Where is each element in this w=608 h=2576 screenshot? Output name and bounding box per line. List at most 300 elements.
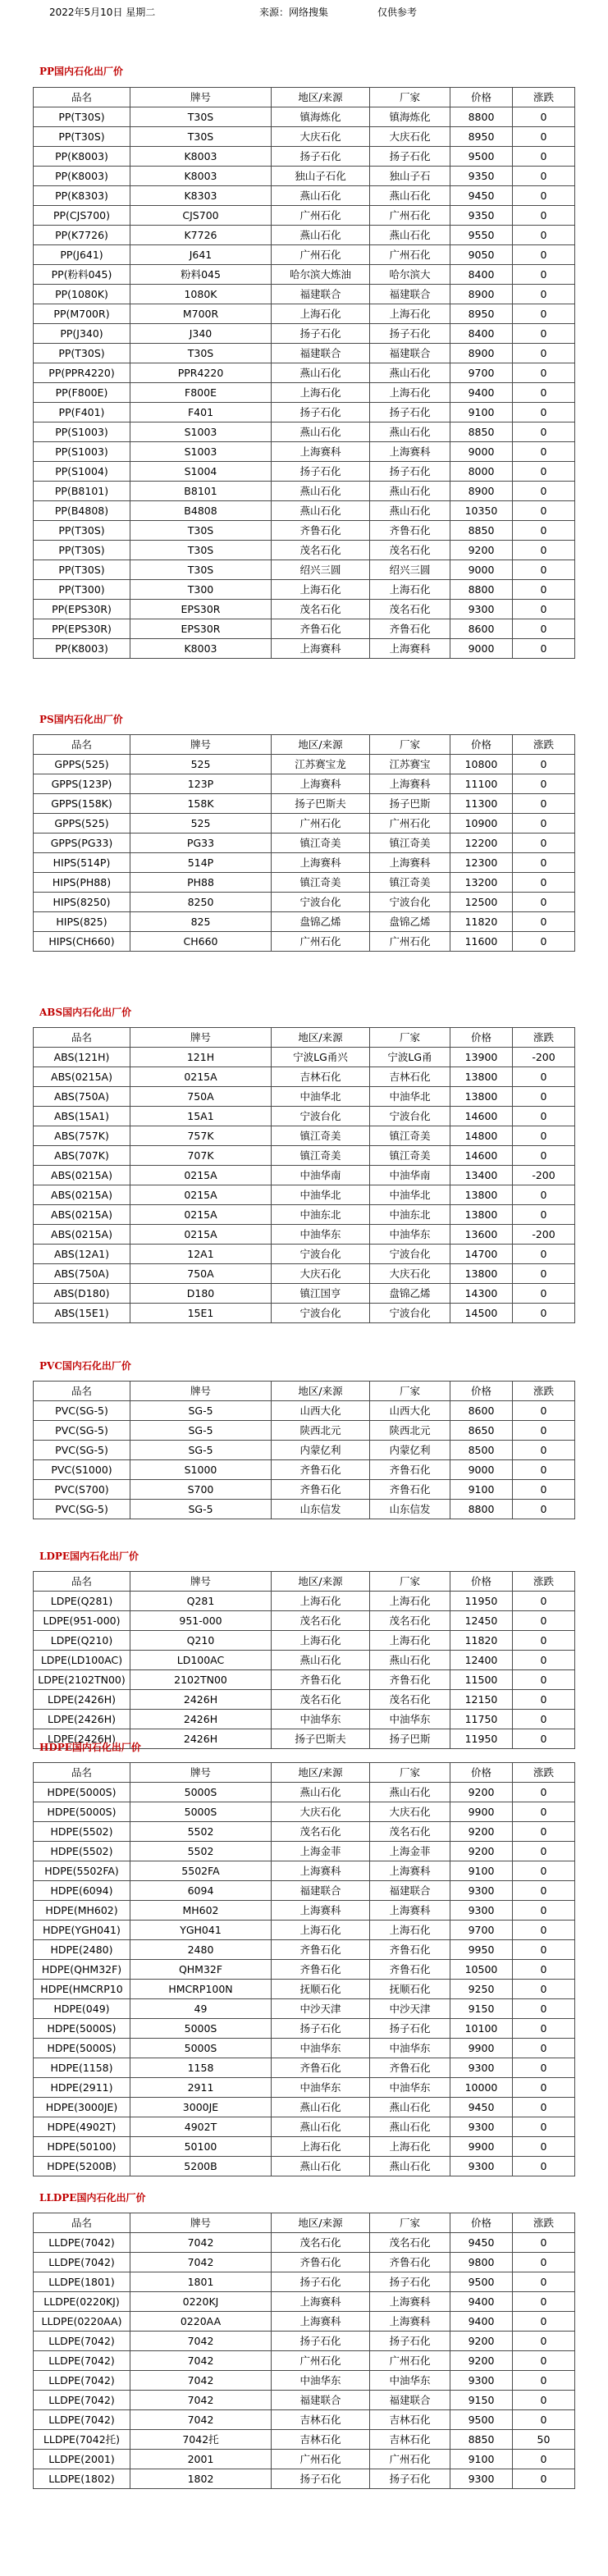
table-row — [34, 1611, 575, 1631]
table-cell: 上海石化 — [370, 1921, 450, 1940]
table-cell: 宁波台化 — [272, 1107, 370, 1126]
table-cell: 齐鲁石化 — [272, 1480, 370, 1500]
table-row — [34, 324, 575, 344]
table-cell: PVC(S700) — [34, 1480, 130, 1500]
table-cell: HMCRP100N — [130, 1980, 272, 1999]
table-cell: 中油华东 — [370, 2371, 450, 2391]
table-cell: 0 — [513, 1185, 575, 1205]
table-cell: 宁波台化 — [272, 1304, 370, 1323]
table-cell: 0 — [513, 834, 575, 853]
table-cell: 上海赛科 — [272, 774, 370, 794]
table-cell: 中油华东 — [272, 1225, 370, 1245]
table-cell: 0 — [513, 285, 575, 304]
table-cell: 9700 — [450, 1921, 513, 1940]
table-cell: HDPE(HMCRP10 — [34, 1980, 130, 1999]
table-cell: 宁波台化 — [370, 1107, 450, 1126]
table-cell: 0215A — [130, 1166, 272, 1185]
table-cell: 中油华东 — [272, 2039, 370, 2058]
table-cell: 13600 — [450, 1225, 513, 1245]
table-cell: LLDPE(7042) — [34, 2253, 130, 2272]
table-cell: 燕山石化 — [370, 2117, 450, 2137]
table-cell: 9300 — [450, 2371, 513, 2391]
table-cell: 7042托 — [130, 2430, 272, 2450]
table-cell: 0 — [513, 2410, 575, 2430]
table-cell: 上海赛科 — [370, 2292, 450, 2312]
table-cell: 7042 — [130, 2371, 272, 2391]
table-cell: ABS(15A1) — [34, 1107, 130, 1126]
table-row — [34, 932, 575, 952]
column-header: 厂家 — [370, 1382, 450, 1401]
table-cell: 0 — [513, 265, 575, 285]
table-cell: 5000S — [130, 2039, 272, 2058]
table-cell: PP(T30S) — [34, 107, 130, 127]
table-cell: 齐鲁石化 — [370, 1940, 450, 1960]
table-cell: 1801 — [130, 2272, 272, 2292]
table-cell: 12150 — [450, 1690, 513, 1710]
table-cell: T30S — [130, 541, 272, 560]
table-cell: 扬子石化 — [272, 2332, 370, 2351]
table-cell: 上海赛科 — [272, 639, 370, 659]
table-cell: 上海石化 — [370, 1631, 450, 1651]
table-cell: 9700 — [450, 363, 513, 383]
table-cell: ABS(750A) — [34, 1087, 130, 1107]
table-cell: 上海赛科 — [370, 1901, 450, 1921]
table-cell: SG-5 — [130, 1401, 272, 1421]
table-row — [34, 1631, 575, 1651]
table-cell: PH88 — [130, 873, 272, 893]
table-cell: 0 — [513, 1205, 575, 1225]
column-header: 牌号 — [130, 88, 272, 107]
table-cell: 齐鲁石化 — [272, 1960, 370, 1980]
table-header-row — [34, 2213, 575, 2233]
table-cell: 上海石化 — [370, 304, 450, 324]
table-cell: 0 — [513, 1940, 575, 1960]
table-cell: 吉林石化 — [370, 1067, 450, 1087]
table-cell: 9100 — [450, 403, 513, 422]
table-cell: 0 — [513, 206, 575, 226]
table-cell: 扬子石化 — [370, 2332, 450, 2351]
table-cell: 0 — [513, 1304, 575, 1323]
table-cell: PVC(SG-5) — [34, 1441, 130, 1460]
table-cell: 9300 — [450, 2157, 513, 2176]
column-header: 地区/来源 — [272, 1028, 370, 1048]
column-header: 牌号 — [130, 735, 272, 755]
table-cell: 广州石化 — [370, 2351, 450, 2371]
table-cell: PP(K8003) — [34, 639, 130, 659]
table-row — [34, 1980, 575, 1999]
table-cell: 8850 — [450, 422, 513, 442]
table-cell: 上海赛科 — [370, 2312, 450, 2332]
table-row — [34, 1401, 575, 1421]
table-cell: 8900 — [450, 344, 513, 363]
table-cell: 中沙天津 — [272, 1999, 370, 2019]
table-cell: 13400 — [450, 1166, 513, 1185]
table-cell: 哈尔滨大 — [370, 265, 450, 285]
table-cell: 9350 — [450, 167, 513, 186]
table-cell: PP(S1003) — [34, 442, 130, 462]
table-cell: 广州石化 — [272, 814, 370, 834]
table-cell: 2102TN00 — [130, 1670, 272, 1690]
table-row — [34, 2391, 575, 2410]
table-cell: 0 — [513, 1980, 575, 1999]
table-cell: 5502FA — [130, 1861, 272, 1881]
table-cell: 0 — [513, 541, 575, 560]
table-cell: 吉林石化 — [370, 2430, 450, 2450]
table-cell: HDPE(4902T) — [34, 2117, 130, 2137]
table-cell: 扬子石化 — [370, 462, 450, 482]
table-row — [34, 1881, 575, 1901]
table-row — [34, 814, 575, 834]
table-cell: 0 — [513, 383, 575, 403]
table-cell: 0 — [513, 2098, 575, 2117]
table-cell: 上海石化 — [272, 2137, 370, 2157]
table-cell: 2426H — [130, 1729, 272, 1749]
table-cell: 514P — [130, 853, 272, 873]
table-cell: 广州石化 — [272, 245, 370, 265]
table-cell: HDPE(5502) — [34, 1822, 130, 1842]
table-cell: 7042 — [130, 2253, 272, 2272]
table-cell: 9000 — [450, 442, 513, 462]
table-row — [34, 2351, 575, 2371]
table-cell: 茂名石化 — [370, 1822, 450, 1842]
table-cell: 绍兴三圆 — [370, 560, 450, 580]
table-cell: 0 — [513, 1822, 575, 1842]
table-cell: 9350 — [450, 206, 513, 226]
table-cell: ABS(0215A) — [34, 1067, 130, 1087]
table-cell: 0 — [513, 245, 575, 265]
table-cell: HIPS(514P) — [34, 853, 130, 873]
table-cell: 5000S — [130, 2019, 272, 2039]
table-cell: 上海赛科 — [370, 639, 450, 659]
table-row — [34, 2312, 575, 2332]
table-cell: 10000 — [450, 2078, 513, 2098]
table-cell: 0 — [513, 127, 575, 147]
table-cell: 山西大化 — [272, 1401, 370, 1421]
table-cell: 大庆石化 — [370, 127, 450, 147]
table-cell: HDPE(5000S) — [34, 1783, 130, 1802]
table-row — [34, 1126, 575, 1146]
table-cell: 14300 — [450, 1284, 513, 1304]
table-row — [34, 1460, 575, 1480]
table-cell: 0 — [513, 403, 575, 422]
table-cell: 山东信发 — [272, 1500, 370, 1519]
table-cell: HDPE(6094) — [34, 1881, 130, 1901]
table-cell: 0 — [513, 932, 575, 952]
table-cell: GPPS(123P) — [34, 774, 130, 794]
table-row — [34, 2332, 575, 2351]
table-cell: 9300 — [450, 600, 513, 619]
table-row — [34, 501, 575, 521]
table-cell: 525 — [130, 814, 272, 834]
table-cell: 10800 — [450, 755, 513, 774]
table-row — [34, 245, 575, 265]
table-cell: HDPE(5000S) — [34, 2019, 130, 2039]
table-cell: 14500 — [450, 1304, 513, 1323]
table-cell: 0 — [513, 1480, 575, 1500]
column-header: 品名 — [34, 1382, 130, 1401]
table-cell: 齐鲁石化 — [272, 619, 370, 639]
table-cell: 13900 — [450, 1048, 513, 1067]
table-cell: D180 — [130, 1284, 272, 1304]
table-cell: 0 — [513, 853, 575, 873]
table-cell: 扬子石化 — [370, 403, 450, 422]
table-cell: 5000S — [130, 1783, 272, 1802]
table-cell: 福建联合 — [272, 344, 370, 363]
table-cell: 上海石化 — [370, 580, 450, 600]
table-cell: 宁波LG甬 — [370, 1048, 450, 1067]
table-cell: 825 — [130, 912, 272, 932]
table-cell: 盘锦乙烯 — [370, 912, 450, 932]
table-row — [34, 2137, 575, 2157]
table-cell: 扬子石化 — [272, 2469, 370, 2489]
table-row — [34, 1842, 575, 1861]
table-cell: HIPS(PH88) — [34, 873, 130, 893]
table-cell: 525 — [130, 755, 272, 774]
table-row — [34, 2292, 575, 2312]
table-cell: 上海赛科 — [272, 853, 370, 873]
table-cell: 0 — [513, 1401, 575, 1421]
table-cell: 9450 — [450, 186, 513, 206]
table-cell: 扬子石化 — [272, 147, 370, 167]
table-cell: 1080K — [130, 285, 272, 304]
table-cell: 吉林石化 — [272, 2430, 370, 2450]
table-cell: 江苏赛宝 — [370, 755, 450, 774]
table-cell: 齐鲁石化 — [272, 2058, 370, 2078]
table-cell: 0 — [513, 344, 575, 363]
table-cell: 中油华东 — [272, 1710, 370, 1729]
table-row — [34, 1225, 575, 1245]
table-cell: 8800 — [450, 1500, 513, 1519]
table-cell: 福建联合 — [272, 285, 370, 304]
table-cell: ABS(12A1) — [34, 1245, 130, 1264]
table-row — [34, 2019, 575, 2039]
table-cell: 8500 — [450, 1441, 513, 1460]
table-cell: 8900 — [450, 482, 513, 501]
table-cell: LDPE(951-000) — [34, 1611, 130, 1631]
column-header: 品名 — [34, 2213, 130, 2233]
table-cell: 0 — [513, 2391, 575, 2410]
table-cell: 9000 — [450, 639, 513, 659]
table-cell: 中油华北 — [370, 1087, 450, 1107]
table-cell: 0 — [513, 1710, 575, 1729]
table-row — [34, 600, 575, 619]
table-cell: 扬子石化 — [370, 324, 450, 344]
table-row — [34, 1107, 575, 1126]
table-cell: 中油华南 — [272, 1166, 370, 1185]
table-cell: J641 — [130, 245, 272, 265]
table-cell: 0 — [513, 912, 575, 932]
table-row — [34, 1205, 575, 1225]
table-cell: 燕山石化 — [272, 363, 370, 383]
table-cell: 扬子巴斯 — [370, 794, 450, 814]
table-cell: 11820 — [450, 1631, 513, 1651]
table-cell: 上海赛科 — [272, 2312, 370, 2332]
table-cell: SG-5 — [130, 1421, 272, 1441]
section-title: PP国内石化出厂价 — [39, 66, 124, 77]
table-cell: 7042 — [130, 2332, 272, 2351]
table-cell: SG-5 — [130, 1500, 272, 1519]
table-cell: 15A1 — [130, 1107, 272, 1126]
table-cell: 齐鲁石化 — [272, 1460, 370, 1480]
table-row — [34, 1999, 575, 2019]
table-cell: 大庆石化 — [370, 1802, 450, 1822]
table-cell: 8850 — [450, 521, 513, 541]
table-cell: 福建联合 — [272, 2391, 370, 2410]
table-row — [34, 285, 575, 304]
table-cell: PP(J340) — [34, 324, 130, 344]
table-cell: 粉料045 — [130, 265, 272, 285]
table-header-row — [34, 1572, 575, 1592]
table-cell: S1003 — [130, 422, 272, 442]
column-header: 地区/来源 — [272, 1763, 370, 1783]
table-cell: 9400 — [450, 2292, 513, 2312]
table-cell: 8850 — [450, 2430, 513, 2450]
table-row — [34, 560, 575, 580]
table-cell: 0220KJ — [130, 2292, 272, 2312]
table-cell: 上海赛科 — [370, 1861, 450, 1881]
table-cell: 1158 — [130, 2058, 272, 2078]
table-row — [34, 2233, 575, 2253]
table-cell: 9000 — [450, 560, 513, 580]
table-cell: 0 — [513, 1921, 575, 1940]
table-cell: 9200 — [450, 1842, 513, 1861]
price-table — [33, 734, 575, 952]
table-cell: PP(K8003) — [34, 147, 130, 167]
table-cell: 0 — [513, 560, 575, 580]
table-cell: 上海金菲 — [370, 1842, 450, 1861]
report-date: 2022年5月10日 星期二 — [49, 7, 156, 18]
table-row — [34, 1901, 575, 1921]
table-header-row — [34, 88, 575, 107]
table-cell: 0 — [513, 1729, 575, 1749]
table-cell: 陕西北元 — [272, 1421, 370, 1441]
table-row — [34, 1146, 575, 1166]
table-cell: 扬子石化 — [370, 2272, 450, 2292]
table-cell: 中油华东 — [272, 2078, 370, 2098]
table-row — [34, 794, 575, 814]
table-cell: 9500 — [450, 2410, 513, 2430]
table-cell: 0 — [513, 619, 575, 639]
table-cell: 0 — [513, 794, 575, 814]
table-cell: 陕西北元 — [370, 1421, 450, 1441]
table-row — [34, 1067, 575, 1087]
table-cell: M700R — [130, 304, 272, 324]
table-cell: 9900 — [450, 2137, 513, 2157]
column-header: 价格 — [450, 1572, 513, 1592]
table-cell: 上海石化 — [272, 1631, 370, 1651]
table-cell: 抚顺石化 — [272, 1980, 370, 1999]
table-cell: 吉林石化 — [272, 1067, 370, 1087]
table-header-row — [34, 1028, 575, 1048]
table-cell: 内蒙亿利 — [370, 1441, 450, 1460]
table-cell: 上海赛科 — [370, 853, 450, 873]
table-cell: 0 — [513, 1441, 575, 1460]
table-cell: HDPE(1158) — [34, 2058, 130, 2078]
table-cell: 福建联合 — [370, 2391, 450, 2410]
table-cell: 大庆石化 — [370, 1264, 450, 1284]
table-row — [34, 1822, 575, 1842]
table-row — [34, 1480, 575, 1500]
table-cell: 扬子巴斯夫 — [272, 1729, 370, 1749]
table-cell: 镇江奇美 — [370, 873, 450, 893]
table-cell: ABS(15E1) — [34, 1304, 130, 1323]
table-cell: HDPE(2911) — [34, 2078, 130, 2098]
table-cell: J340 — [130, 324, 272, 344]
table-cell: 0 — [513, 422, 575, 442]
table-cell: 齐鲁石化 — [370, 521, 450, 541]
table-cell: HDPE(QHM32F) — [34, 1960, 130, 1980]
table-cell: 抚顺石化 — [370, 1980, 450, 1999]
table-cell: PVC(SG-5) — [34, 1421, 130, 1441]
table-cell: 0 — [513, 1670, 575, 1690]
table-cell: ABS(750A) — [34, 1264, 130, 1284]
table-cell: PP(B8101) — [34, 482, 130, 501]
table-row — [34, 2039, 575, 2058]
table-cell: HDPE(5000S) — [34, 2039, 130, 2058]
table-row — [34, 1441, 575, 1460]
table-cell: 12400 — [450, 1651, 513, 1670]
table-cell: 镇江奇美 — [272, 873, 370, 893]
table-cell: 0 — [513, 226, 575, 245]
column-header: 涨跌 — [513, 1382, 575, 1401]
table-cell: 上海石化 — [370, 1592, 450, 1611]
table-cell: 内蒙亿利 — [272, 1441, 370, 1460]
table-cell: 镇江奇美 — [370, 834, 450, 853]
table-cell: 上海赛科 — [370, 774, 450, 794]
table-cell: 上海赛科 — [272, 1861, 370, 1881]
table-cell: 9500 — [450, 147, 513, 167]
table-row — [34, 1048, 575, 1067]
table-row — [34, 1421, 575, 1441]
table-cell: 上海石化 — [272, 383, 370, 403]
table-cell: 9400 — [450, 2312, 513, 2332]
table-row — [34, 1670, 575, 1690]
table-cell: 11300 — [450, 794, 513, 814]
table-cell: 8650 — [450, 1421, 513, 1441]
table-cell: 0 — [513, 2157, 575, 2176]
table-cell: 8400 — [450, 265, 513, 285]
table-cell: 10500 — [450, 1960, 513, 1980]
table-cell: 9800 — [450, 2253, 513, 2272]
table-header-row — [34, 735, 575, 755]
table-cell: HDPE(5502FA) — [34, 1861, 130, 1881]
table-cell: 独山子石 — [370, 167, 450, 186]
table-cell: 14700 — [450, 1245, 513, 1264]
table-cell: 0 — [513, 1264, 575, 1284]
table-cell: HDPE(5502) — [34, 1842, 130, 1861]
table-cell: 9200 — [450, 1822, 513, 1842]
table-cell: -200 — [513, 1166, 575, 1185]
table-cell: LLDPE(0220KJ) — [34, 2292, 130, 2312]
table-cell: T30S — [130, 127, 272, 147]
table-cell: 吉林石化 — [272, 2410, 370, 2430]
table-cell: 0 — [513, 2292, 575, 2312]
table-cell: PP(EPS30R) — [34, 600, 130, 619]
section-title: PVC国内石化出厂价 — [39, 1360, 131, 1372]
table-cell: HDPE(50100) — [34, 2137, 130, 2157]
table-cell: 13200 — [450, 873, 513, 893]
table-cell: 上海金菲 — [272, 1842, 370, 1861]
table-cell: 11820 — [450, 912, 513, 932]
table-row — [34, 127, 575, 147]
table-cell: CJS700 — [130, 206, 272, 226]
table-cell: 0 — [513, 893, 575, 912]
table-cell: 9300 — [450, 2117, 513, 2137]
table-cell: 9050 — [450, 245, 513, 265]
table-cell: PP(T300) — [34, 580, 130, 600]
table-row — [34, 304, 575, 324]
table-cell: LLDPE(1802) — [34, 2469, 130, 2489]
